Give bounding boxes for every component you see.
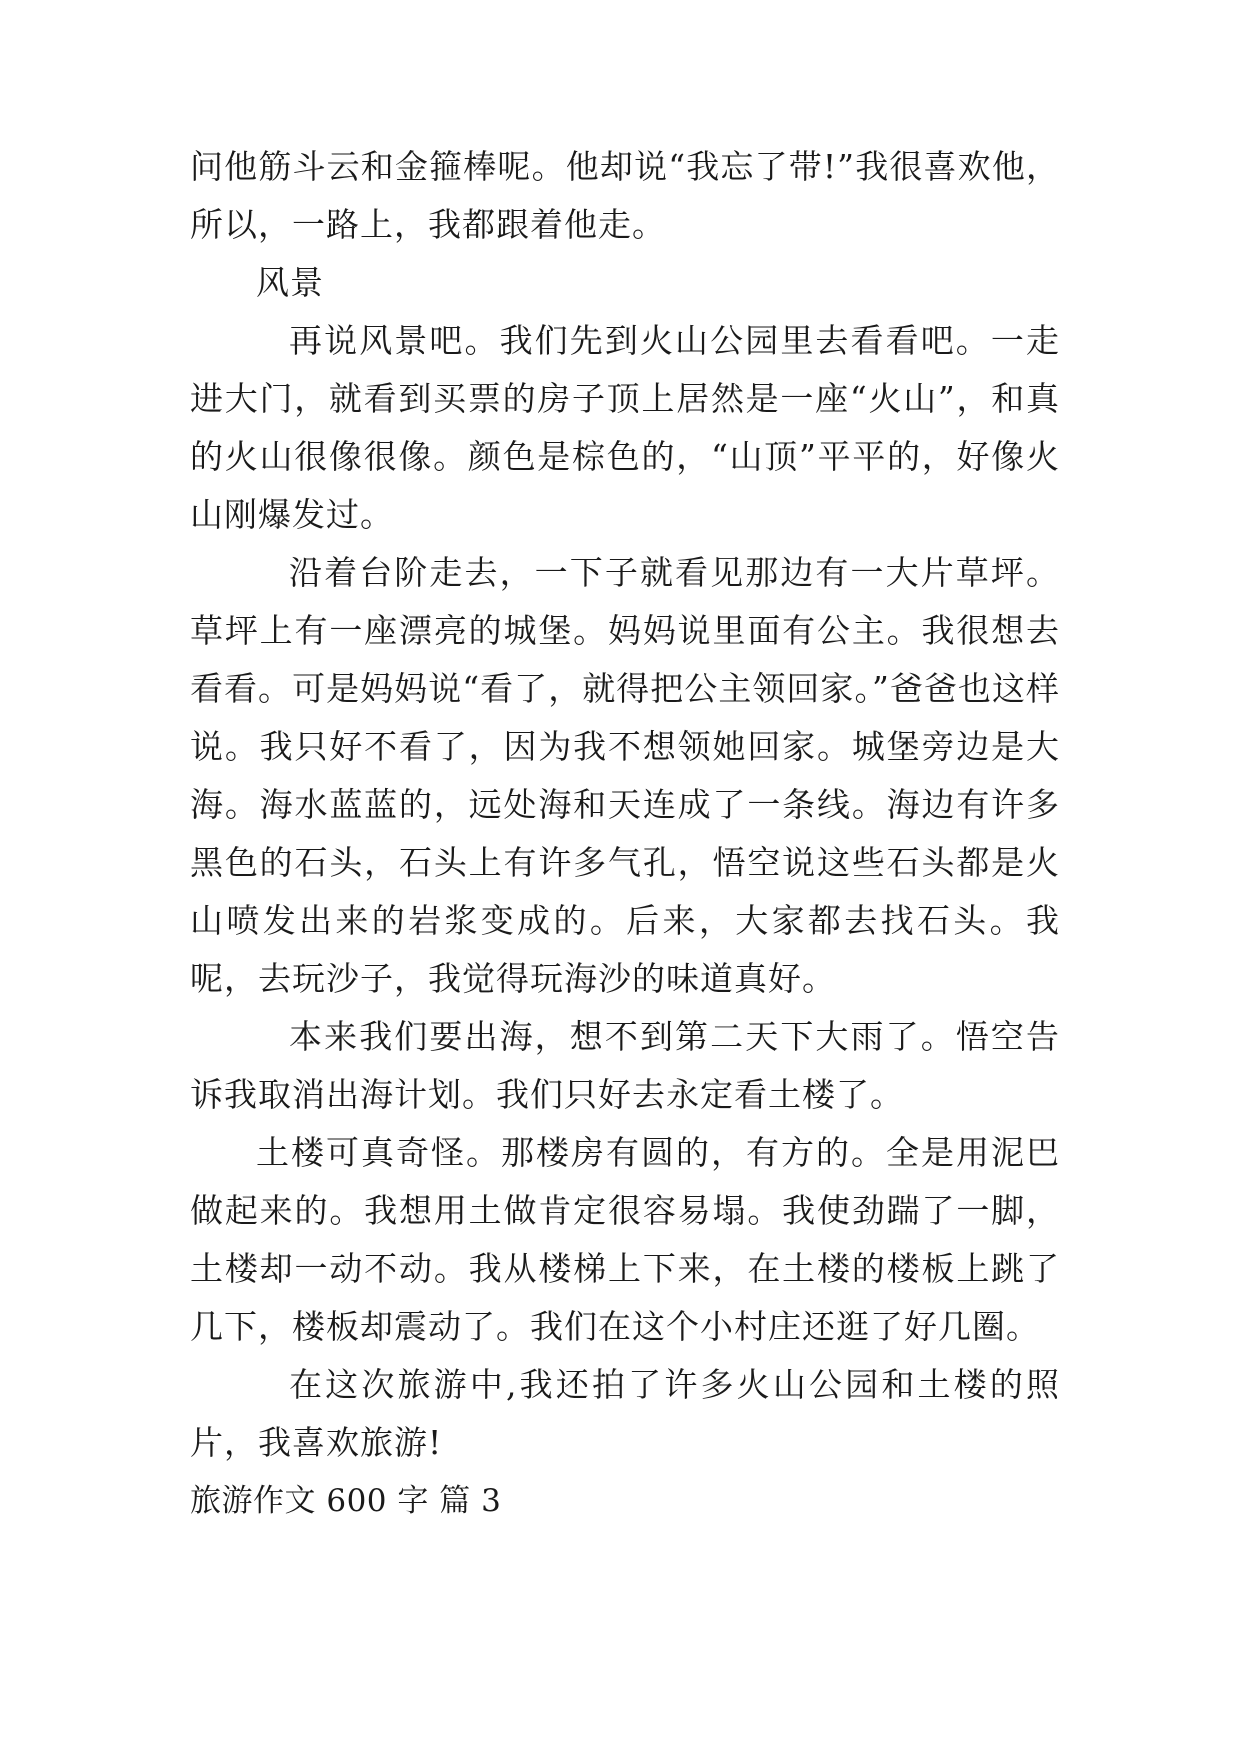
paragraph-1: 问他筋斗云和金箍棒呢。他却说“我忘了带!”我很喜欢他，所以，一路上，我都跟着他走。: [190, 147, 1060, 244]
paragraph-5: 本来我们要出海，想不到第二天下大雨了。悟空告诉我取消出海计划。我们只好去永定看土楼了。: [190, 1017, 1060, 1114]
document-body: [190, 138, 1060, 1530]
paragraph-heading-scenery: 风景: [256, 263, 324, 302]
paragraph-4: 沿着台阶走去，一下子就看见那边有一大片草坪。草坪上有一座漂亮的城堡。妈妈说里面有公主。我很想去看看。可是妈妈说“看了，就得把公主领回家。”爸爸也这样说。我只好不看了，因为我不想领她回家。城堡旁边是大海。海水蓝蓝的，远处海和天连成了一条线。海边有许多黑色的石头，石头上有许多气孔，悟空说这些石头都是火山喷发出来的岩浆变成的。后来，大家都去找石头。我呢，去玩沙子，我觉得玩海沙的味道真好。: [190, 553, 1060, 998]
paragraph-3: 再说风景吧。我们先到火山公园里去看看吧。一走进大门，就看到买票的房子顶上居然是一座“火山”，和真的火山很像很像。颜色是棕色的，“山顶”平平的，好像火山刚爆发过。: [190, 321, 1060, 534]
paragraph-6: 土楼可真奇怪。那楼房有圆的，有方的。全是用泥巴做起来的。我想用土做肯定很容易塌。我使劲踹了一脚，土楼却一动不动。我从楼梯上下来，在土楼的楼板上跳了几下，楼板却震动了。我们在这个小村庄还逛了好几圈。: [190, 1133, 1060, 1346]
section-title: 旅游作文 600 字 篇 3: [190, 1483, 502, 1519]
paragraph-7: 在这次旅游中,我还拍了许多火山公园和土楼的照片，我喜欢旅游!: [190, 1365, 1060, 1462]
